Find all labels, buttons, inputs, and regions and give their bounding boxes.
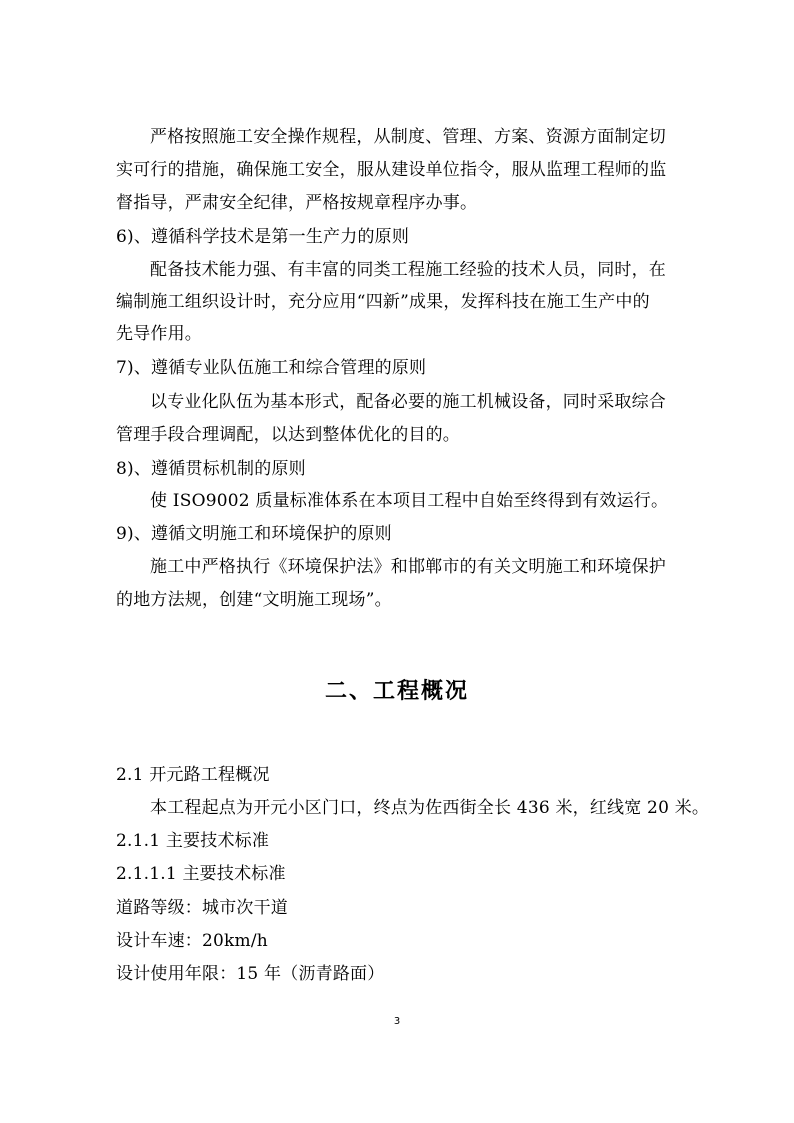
paragraph-line: 先导作用。 (116, 324, 202, 344)
paragraph-line: 以专业化队伍为基本形式，配备必要的施工机械设备，同时采取综合 (150, 392, 666, 412)
sub-heading: 2.1.1 主要技术标准 (116, 831, 270, 851)
paragraph-line: 实可行的措施，确保施工安全，服从建设单位指令，服从监理工程师的监 (116, 160, 667, 180)
sub-heading: 2.1 开元路工程概况 (116, 765, 270, 785)
paragraph-line: 施工中严格执行《环境保护法》和邯郸市的有关文明施工和环境保护 (150, 557, 666, 577)
item-heading-8: 8)、遵循贯标机制的原则 (116, 459, 306, 479)
page-number: 3 (393, 1016, 401, 1027)
paragraph-line: 本工程起点为开元小区门口，终点为佐西街全长 436 米，红线宽 20 米。 (150, 798, 710, 818)
paragraph-line: 严格按照施工安全操作规程，从制度、管理、方案、资源方面制定切 (150, 127, 666, 147)
paragraph-line: 配备技术能力强、有丰富的同类工程施工经验的技术人员，同时，在 (150, 260, 666, 280)
design-speed-text: 设计车速：20km/h (116, 931, 268, 951)
paragraph-line: 管理手段合理调配，以达到整体优化的目的。 (116, 425, 460, 445)
item-heading-6: 6)、遵循科学技术是第一生产力的原则 (116, 227, 410, 247)
item-heading-9: 9)、遵循文明施工和环境保护的原则 (116, 524, 392, 544)
paragraph-line: 督指导，严肃安全纪律，严格按规章程序办事。 (116, 193, 478, 213)
paragraph-line: 使 ISO9002 质量标准体系在本项目工程中自始至终得到有效运行。 (150, 491, 669, 511)
paragraph-line: 的地方法规，创建“文明施工现场”。 (116, 590, 392, 610)
section-title: 二、工程概况 (324, 679, 469, 704)
design-life-text: 设计使用年限：15 年（沥青路面） (116, 964, 385, 984)
item-heading-7: 7)、遵循专业队伍施工和综合管理的原则 (116, 358, 427, 378)
road-grade-text: 道路等级：城市次干道 (116, 898, 288, 918)
paragraph-line: 编制施工组织设计时，充分应用“四新”成果，发挥科技在施工生产中的 (116, 292, 650, 312)
sub-heading: 2.1.1.1 主要技术标准 (116, 864, 286, 884)
